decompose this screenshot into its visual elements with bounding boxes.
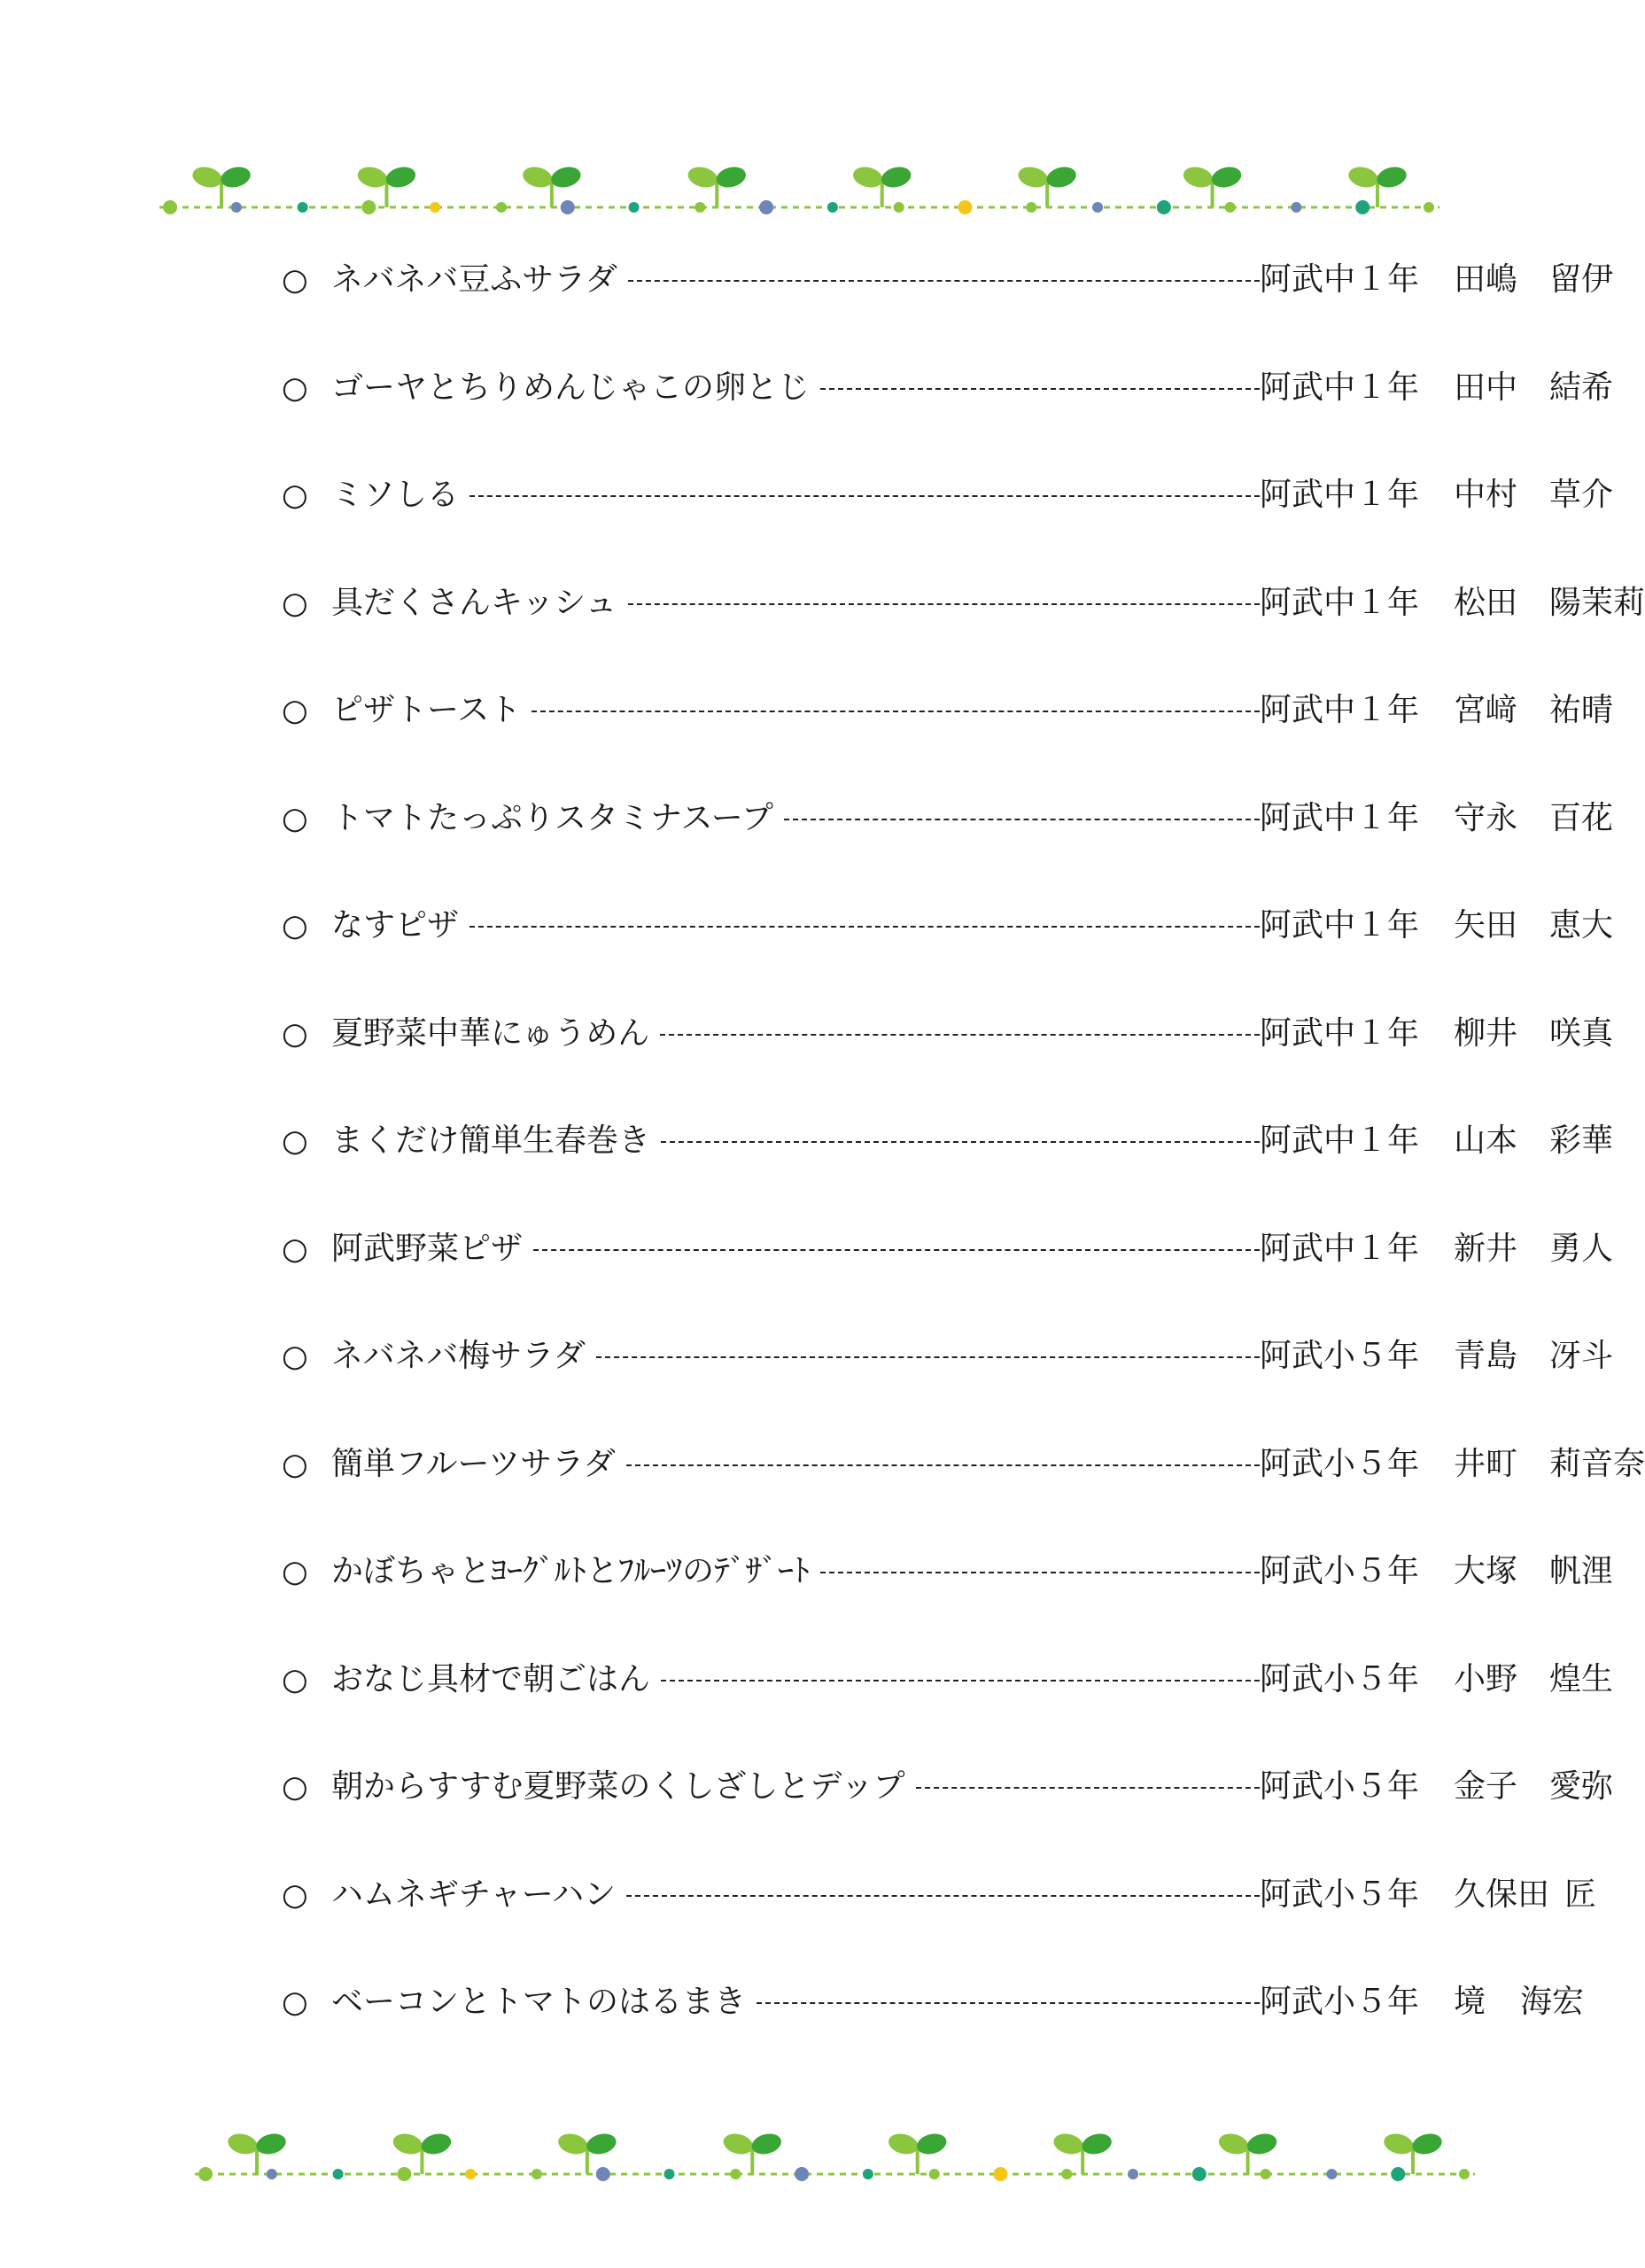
student-given-name: 陽茉莉 xyxy=(1549,584,1645,621)
recipe-title: おなじ具材で朝ごはん xyxy=(331,1660,651,1697)
sprout-icon xyxy=(521,164,584,207)
recipe-title-line xyxy=(331,361,1260,415)
recipe-entry xyxy=(282,253,1614,307)
sprout-icon xyxy=(1181,164,1244,207)
school-grade: 阿武小５年 xyxy=(1260,1984,1420,2020)
student-given-name: 百花 xyxy=(1549,799,1614,836)
recipe-entry xyxy=(282,1330,1614,1383)
dotted-leader xyxy=(916,1787,1260,1789)
sprout-icon xyxy=(190,164,253,207)
sprout-icon xyxy=(721,2131,784,2174)
border-dot xyxy=(333,2169,344,2179)
student-given-name: 愛弥 xyxy=(1549,1768,1614,1805)
student-family-name: 守永 xyxy=(1454,799,1518,836)
bullet-circle: ○ xyxy=(282,1339,308,1374)
school-grade: 阿武中１年 xyxy=(1260,1230,1420,1267)
school-grade: 阿武小５年 xyxy=(1260,1445,1420,1482)
recipe-title-line xyxy=(331,1330,1260,1383)
school-grade: 阿武中１年 xyxy=(1260,907,1420,944)
bullet-circle: ○ xyxy=(282,478,308,513)
border-dot xyxy=(1424,202,1434,213)
sprout-icon xyxy=(1382,2131,1445,2174)
recipe-title-line xyxy=(331,1115,1260,1168)
school-grade: 阿武中１年 xyxy=(1260,692,1420,728)
recipe-entry xyxy=(282,1223,1614,1276)
student-given-name: 草介 xyxy=(1549,477,1614,513)
border-dot xyxy=(1355,200,1370,214)
border-dot xyxy=(664,2169,675,2179)
recipe-title: ベーコンとトマトのはるまき xyxy=(331,1984,747,2020)
school-grade: 阿武小５年 xyxy=(1260,1768,1420,1805)
dotted-leader xyxy=(661,1141,1260,1143)
student-given-name: 祐晴 xyxy=(1549,692,1614,728)
recipe-title-line xyxy=(331,1976,1260,2029)
bullet-circle: ○ xyxy=(282,693,308,728)
recipe-title-line xyxy=(331,1007,1260,1060)
school-grade: 阿武小５年 xyxy=(1260,1338,1420,1374)
border-dot xyxy=(827,202,838,213)
border-dot xyxy=(596,2167,610,2181)
school-grade: 阿武中１年 xyxy=(1260,584,1420,621)
student-family-name: 松田 xyxy=(1454,584,1518,621)
recipe-entry xyxy=(282,1438,1645,1491)
recipe-title: 夏野菜中華にゅうめん xyxy=(331,1014,650,1052)
student-family-name: 井町 xyxy=(1454,1445,1518,1482)
border-dot xyxy=(958,200,972,214)
dotted-leader xyxy=(469,926,1260,928)
border-dot xyxy=(795,2167,809,2181)
border-dot xyxy=(629,202,640,213)
sprout-border-bottom xyxy=(0,2123,1604,2211)
recipe-title-line xyxy=(331,1223,1260,1276)
border-dot xyxy=(894,202,904,213)
recipe-title: なすピザ xyxy=(331,907,460,944)
bullet-circle: ○ xyxy=(282,1554,308,1589)
school-grade: 阿武中１年 xyxy=(1260,799,1420,836)
dotted-leader xyxy=(661,1680,1260,1682)
school-grade: 阿武小５年 xyxy=(1260,1876,1420,1913)
dotted-leader xyxy=(757,2002,1260,2004)
recipe-entry xyxy=(282,469,1614,522)
student-family-name: 柳井 xyxy=(1454,1014,1518,1052)
recipe-title-line xyxy=(331,1868,1260,1922)
bullet-circle: ○ xyxy=(282,800,308,836)
school-grade: 阿武中１年 xyxy=(1260,261,1420,298)
dotted-leader xyxy=(628,280,1260,282)
student-family-name: 境 xyxy=(1454,1984,1486,2020)
student-given-name: 勇人 xyxy=(1549,1230,1614,1267)
recipe-title: ネバネバ豆ふサラダ xyxy=(331,261,617,298)
recipe-title-line xyxy=(331,469,1260,522)
sprout-icon xyxy=(1346,164,1409,207)
student-family-name: 久保田 xyxy=(1454,1876,1550,1913)
dotted-leader xyxy=(596,1356,1260,1358)
bullet-circle: ○ xyxy=(282,262,308,298)
dotted-leader xyxy=(626,1895,1260,1897)
dotted-leader xyxy=(784,819,1260,820)
recipe-entry xyxy=(282,577,1645,630)
recipe-title-line xyxy=(331,1760,1260,1814)
recipe-title: ハムネギチャーハン xyxy=(331,1876,617,1913)
dotted-leader xyxy=(532,711,1260,712)
student-given-name: 咲真 xyxy=(1549,1014,1614,1052)
bullet-circle: ○ xyxy=(282,585,308,621)
recipe-entry xyxy=(282,361,1614,415)
bullet-circle: ○ xyxy=(282,1876,308,1913)
border-dot xyxy=(496,202,507,213)
recipe-entry xyxy=(282,899,1614,952)
dotted-leader xyxy=(626,1464,1260,1466)
border-dot xyxy=(397,2167,411,2181)
bullet-circle: ○ xyxy=(282,1446,308,1482)
border-dot xyxy=(465,2169,476,2179)
recipe-entry xyxy=(282,1007,1614,1060)
sprout-border-art xyxy=(0,156,1604,245)
bullet-circle: ○ xyxy=(282,1769,308,1805)
bullet-circle: ○ xyxy=(282,1123,308,1159)
student-family-name: 矢田 xyxy=(1454,907,1518,944)
student-family-name: 青島 xyxy=(1454,1338,1518,1374)
border-dot xyxy=(1261,2169,1271,2179)
school-grade: 阿武中１年 xyxy=(1260,477,1420,513)
sprout-icon xyxy=(686,164,749,207)
student-given-name: 冴斗 xyxy=(1549,1338,1614,1374)
recipe-entry xyxy=(282,1545,1614,1598)
dotted-leader xyxy=(820,388,1260,390)
school-grade: 阿武中１年 xyxy=(1260,1014,1420,1052)
border-dot xyxy=(1459,2169,1470,2179)
recipe-entry xyxy=(282,1760,1614,1814)
border-dot xyxy=(1291,202,1301,213)
dotted-leader xyxy=(533,1249,1260,1251)
border-dot xyxy=(1157,200,1171,214)
student-given-name: 煌生 xyxy=(1549,1660,1614,1697)
border-dot xyxy=(1225,202,1236,213)
student-family-name: 小野 xyxy=(1454,1660,1518,1697)
dotted-leader xyxy=(469,495,1260,497)
border-dot xyxy=(694,202,705,213)
recipe-title-line xyxy=(331,792,1260,845)
border-dot xyxy=(1128,2169,1138,2179)
border-dot xyxy=(267,2169,277,2179)
recipe-entry xyxy=(282,792,1614,845)
border-dot xyxy=(759,200,773,214)
student-family-name: 山本 xyxy=(1454,1122,1518,1159)
border-dot xyxy=(198,2167,213,2181)
sprout-icon xyxy=(1051,2131,1114,2174)
recipe-title: かぼちゃとﾖｰｸﾞﾙﾄとﾌﾙｰﾂのﾃﾞｻﾞｰﾄ xyxy=(331,1553,811,1589)
school-grade: 阿武小５年 xyxy=(1260,1553,1420,1589)
bullet-circle: ○ xyxy=(282,369,308,406)
sprout-icon xyxy=(1016,164,1079,207)
student-family-name: 田嶋 xyxy=(1454,261,1518,298)
border-dot xyxy=(1192,2167,1207,2181)
school-grade: 阿武中１年 xyxy=(1260,369,1420,406)
recipe-entry xyxy=(282,684,1614,737)
border-dot xyxy=(561,200,575,214)
student-given-name: 海宏 xyxy=(1520,1984,1585,2020)
student-given-name: 莉音奈 xyxy=(1549,1445,1645,1482)
recipe-title: ピザトースト xyxy=(331,692,522,728)
recipe-title: 具だくさんキッシュ xyxy=(331,584,617,621)
recipe-title-line xyxy=(331,577,1260,630)
border-dot xyxy=(993,2167,1007,2181)
bullet-circle: ○ xyxy=(282,1984,308,2020)
border-dot xyxy=(1026,202,1036,213)
border-dot xyxy=(863,2169,873,2179)
recipe-title-line xyxy=(331,1653,1260,1706)
border-dot xyxy=(1391,2167,1405,2181)
recipe-title: ネバネバ梅サラダ xyxy=(331,1338,586,1374)
recipe-title: まくだけ簡単生春巻き xyxy=(331,1122,651,1159)
student-given-name: 彩華 xyxy=(1549,1122,1614,1159)
recipe-title: 簡単フルーツサラダ xyxy=(331,1445,616,1482)
student-given-name: 恵大 xyxy=(1549,907,1614,944)
border-dot xyxy=(929,2169,940,2179)
sprout-icon xyxy=(556,2131,619,2174)
sprout-icon xyxy=(391,2131,454,2174)
student-given-name: 留伊 xyxy=(1549,261,1614,298)
recipe-title-line xyxy=(331,253,1260,307)
recipe-entry xyxy=(282,1115,1614,1168)
student-given-name: 匠 xyxy=(1564,1876,1597,1913)
border-dot xyxy=(1061,2169,1072,2179)
student-family-name: 宮﨑 xyxy=(1454,692,1518,728)
sprout-border-top xyxy=(0,156,1604,245)
recipe-entry xyxy=(282,1976,1585,2029)
recipe-title-line xyxy=(331,1545,1260,1598)
school-grade: 阿武小５年 xyxy=(1260,1660,1420,1697)
recipe-entry xyxy=(282,1868,1597,1922)
student-family-name: 中村 xyxy=(1454,477,1518,513)
border-dot xyxy=(532,2169,542,2179)
sprout-icon xyxy=(1216,2131,1279,2174)
recipe-title-line xyxy=(331,899,1260,952)
bullet-circle: ○ xyxy=(282,1015,308,1052)
sprout-icon xyxy=(850,164,913,207)
recipe-title-line xyxy=(331,684,1260,737)
student-given-name: 帆浬 xyxy=(1549,1553,1614,1589)
sprout-border-art xyxy=(0,2123,1604,2211)
student-given-name: 結希 xyxy=(1549,369,1614,406)
school-grade: 阿武中１年 xyxy=(1260,1122,1420,1159)
border-dot xyxy=(730,2169,741,2179)
recipe-entry xyxy=(282,1653,1614,1706)
border-dot xyxy=(163,200,177,214)
recipe-title: 朝からすすむ夏野菜のくしざしとデップ xyxy=(331,1768,905,1805)
recipe-title: ゴーヤとちりめんじゃこの卵とじ xyxy=(331,369,811,406)
student-family-name: 金子 xyxy=(1454,1768,1518,1805)
student-family-name: 新井 xyxy=(1454,1230,1518,1267)
dotted-leader xyxy=(660,1034,1260,1036)
recipe-title-line xyxy=(331,1438,1260,1491)
student-family-name: 田中 xyxy=(1454,369,1518,406)
border-dot xyxy=(298,202,308,213)
bullet-circle: ○ xyxy=(282,1231,308,1267)
bullet-circle: ○ xyxy=(282,908,308,944)
sprout-icon xyxy=(886,2131,949,2174)
border-dot xyxy=(231,202,242,213)
recipe-title: トマトたっぷりスタミナスープ xyxy=(331,799,773,836)
recipe-title: 阿武野菜ピザ xyxy=(331,1230,524,1267)
dotted-leader xyxy=(628,603,1260,605)
border-dot xyxy=(1326,2169,1337,2179)
sprout-icon xyxy=(226,2131,289,2174)
student-family-name: 大塚 xyxy=(1454,1553,1518,1589)
bullet-circle: ○ xyxy=(282,1661,308,1697)
dotted-leader xyxy=(820,1572,1260,1573)
border-dot xyxy=(361,200,376,214)
border-dot xyxy=(430,202,440,213)
sprout-icon xyxy=(355,164,418,207)
recipe-title: ミソしる xyxy=(331,477,460,513)
border-dot xyxy=(1092,202,1103,213)
